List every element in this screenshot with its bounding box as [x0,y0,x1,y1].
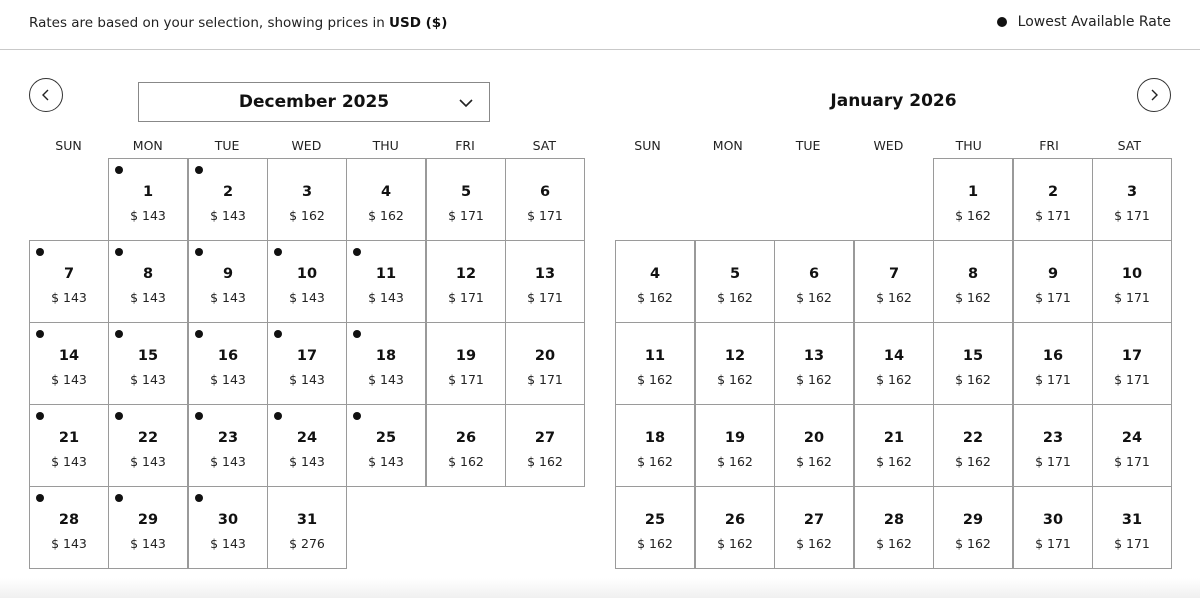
day-price: $ 171 [448,208,484,223]
day-number: 19 [724,430,746,446]
day-number: 5 [729,266,741,282]
day-number: 17 [1121,348,1143,364]
day-number: 9 [222,266,234,282]
day-price: $ 162 [876,536,912,551]
day-price: $ 171 [448,372,484,387]
day-number: 16 [217,348,239,364]
weekday-label: FRI [455,138,475,153]
day-price: $ 143 [130,536,166,551]
lowest-rate-dot-icon [353,412,361,420]
day-number: 22 [137,430,159,446]
day-number: 9 [1047,266,1059,282]
calendar-day-cell[interactable] [1092,240,1172,323]
weekday-label: SUN [634,138,661,153]
weekday-label: SAT [1117,138,1141,153]
weekday-label: SUN [55,138,82,153]
day-number: 3 [1126,184,1138,200]
calendar-day-cell[interactable] [505,322,585,405]
day-price: $ 162 [717,372,753,387]
day-number: 16 [1042,348,1064,364]
day-price: $ 162 [368,208,404,223]
day-number: 8 [142,266,154,282]
day-price: $ 162 [955,536,991,551]
day-number: 6 [808,266,820,282]
day-price: $ 143 [51,372,87,387]
calendar-day-cell[interactable] [267,158,347,241]
calendar-day-cell[interactable] [29,240,109,323]
day-number: 28 [58,512,80,528]
day-number: 11 [644,348,666,364]
calendar-day-cell[interactable] [774,404,854,487]
day-number: 20 [534,348,556,364]
calendar-day-cell[interactable] [188,240,268,323]
lowest-rate-dot-icon [274,330,282,338]
calendar-day-cell[interactable] [695,322,775,405]
day-number: 25 [375,430,397,446]
day-price: $ 162 [717,536,753,551]
day-number: 10 [1121,266,1143,282]
month-dropdown[interactable] [138,82,490,122]
day-number: 6 [539,184,551,200]
weekday-label: MON [712,138,743,153]
day-price: $ 171 [1035,372,1071,387]
day-number: 21 [883,430,905,446]
calendar-day-cell[interactable] [108,486,188,569]
lowest-rate-dot-icon [353,330,361,338]
day-price: $ 171 [1035,536,1071,551]
calendar-day-cell[interactable] [615,322,695,405]
calendar-day-cell[interactable] [933,486,1013,569]
calendar-day-cell[interactable] [29,404,109,487]
chevron-left-icon [40,89,52,101]
day-number: 29 [137,512,159,528]
day-number: 22 [962,430,984,446]
lowest-rate-dot-icon [274,248,282,256]
calendar-day-cell[interactable] [774,486,854,569]
weekday-label: THU [372,138,399,153]
calendar-day-cell[interactable] [615,486,695,569]
day-price: $ 143 [130,290,166,305]
day-number: 20 [803,430,825,446]
day-price: $ 162 [955,372,991,387]
calendar-day-cell[interactable] [346,240,426,323]
calendar-day-cell[interactable] [1092,322,1172,405]
lowest-rate-dot-icon [195,494,203,502]
calendar-day-cell[interactable] [505,158,585,241]
chevron-right-icon [1148,89,1160,101]
day-number: 31 [296,512,318,528]
day-price: $ 143 [368,290,404,305]
day-price: $ 171 [1114,290,1150,305]
day-number: 30 [217,512,239,528]
day-number: 26 [455,430,477,446]
day-number: 14 [58,348,80,364]
day-number: 2 [1047,184,1059,200]
day-price: $ 162 [637,290,673,305]
lowest-rate-dot-icon [36,412,44,420]
calendar-day-cell[interactable] [933,240,1013,323]
weekday-label: MON [132,138,163,153]
day-number: 19 [455,348,477,364]
lowest-rate-dot-icon [115,330,123,338]
day-price: $ 162 [955,454,991,469]
rate-legend [997,14,1171,30]
day-price: $ 171 [1114,454,1150,469]
day-number: 12 [455,266,477,282]
day-price: $ 171 [1035,290,1071,305]
day-price: $ 162 [717,454,753,469]
day-number: 21 [58,430,80,446]
calendar-day-cell[interactable] [1092,486,1172,569]
day-price: $ 276 [289,536,325,551]
day-price: $ 143 [130,454,166,469]
calendar-day-cell[interactable] [108,240,188,323]
lowest-rate-dot-icon [115,412,123,420]
lowest-rate-dot-icon [353,248,361,256]
weekday-label: TUE [795,138,821,153]
weekday-label: TUE [214,138,240,153]
day-number: 26 [724,512,746,528]
day-number: 14 [883,348,905,364]
calendar-day-cell[interactable] [1013,158,1093,241]
day-number: 24 [296,430,318,446]
calendar-day-cell[interactable] [1013,404,1093,487]
day-price: $ 143 [289,290,325,305]
day-number: 30 [1042,512,1064,528]
calendar-day-cell[interactable] [346,404,426,487]
calendar-day-cell[interactable] [695,404,775,487]
day-price: $ 162 [876,372,912,387]
day-price: $ 171 [527,372,563,387]
calendar-day-cell[interactable] [188,486,268,569]
day-price: $ 171 [1114,536,1150,551]
day-price: $ 143 [130,208,166,223]
day-price: $ 171 [527,290,563,305]
calendar-day-cell[interactable] [1013,240,1093,323]
lowest-rate-dot-icon [36,330,44,338]
day-number: 24 [1121,430,1143,446]
day-number: 29 [962,512,984,528]
day-price: $ 143 [368,454,404,469]
lowest-rate-dot-icon [195,166,203,174]
day-price: $ 162 [955,290,991,305]
lowest-rate-dot-icon [195,412,203,420]
calendar-day-cell[interactable] [1092,158,1172,241]
lowest-rate-dot-icon [115,494,123,502]
day-price: $ 162 [637,454,673,469]
calendar-day-cell[interactable] [854,486,934,569]
day-number: 18 [375,348,397,364]
calendar-day-cell[interactable] [426,158,506,241]
day-price: $ 143 [51,454,87,469]
day-price: $ 143 [210,372,246,387]
currency-note [29,15,447,31]
calendar-day-cell[interactable] [188,158,268,241]
day-number: 28 [883,512,905,528]
day-number: 4 [380,184,392,200]
second-month-title: January 2026 [830,91,957,111]
day-number: 7 [63,266,75,282]
calendar-day-cell[interactable] [267,240,347,323]
day-number: 15 [137,348,159,364]
day-price: $ 171 [1114,372,1150,387]
day-price: $ 171 [1035,454,1071,469]
calendar-day-cell[interactable] [188,404,268,487]
lowest-rate-dot-icon [115,166,123,174]
calendar-day-cell[interactable] [108,158,188,241]
day-price: $ 162 [955,208,991,223]
weekday-label: WED [291,138,322,153]
calendar-day-cell[interactable] [854,322,934,405]
calendar-day-cell[interactable] [695,486,775,569]
calendar-day-cell[interactable] [108,404,188,487]
day-number: 27 [534,430,556,446]
day-price: $ 143 [210,454,246,469]
calendar-day-cell[interactable] [346,158,426,241]
day-number: 25 [644,512,666,528]
day-price: $ 162 [527,454,563,469]
day-number: 2 [222,184,234,200]
day-price: $ 143 [368,372,404,387]
calendar-day-cell[interactable] [854,404,934,487]
day-number: 7 [888,266,900,282]
day-number: 23 [1042,430,1064,446]
lowest-rate-dot-icon [115,248,123,256]
day-number: 1 [142,184,154,200]
calendar-day-cell[interactable] [774,240,854,323]
calendar-day-cell[interactable] [1013,486,1093,569]
rates-header-bar [0,0,1200,50]
calendar-day-cell[interactable] [933,158,1013,241]
day-number: 12 [724,348,746,364]
lowest-rate-dot-icon [36,248,44,256]
calendar-day-cell[interactable] [267,322,347,405]
day-price: $ 143 [289,454,325,469]
day-number: 13 [534,266,556,282]
calendar-day-cell[interactable] [346,322,426,405]
calendar-day-cell[interactable] [695,240,775,323]
day-price: $ 162 [637,536,673,551]
day-price: $ 162 [448,454,484,469]
day-number: 17 [296,348,318,364]
day-price: $ 162 [796,536,832,551]
next-month-button[interactable] [1137,78,1171,112]
day-number: 13 [803,348,825,364]
day-price: $ 171 [1035,208,1071,223]
day-price: $ 162 [796,290,832,305]
day-price: $ 171 [527,208,563,223]
day-price: $ 143 [130,372,166,387]
calendar-day-cell[interactable] [505,240,585,323]
chevron-down-icon [459,98,473,108]
day-price: $ 143 [210,536,246,551]
day-number: 8 [967,266,979,282]
day-number: 18 [644,430,666,446]
calendar-day-cell[interactable] [615,404,695,487]
calendar-day-cell[interactable] [615,240,695,323]
day-price: $ 162 [717,290,753,305]
day-number: 4 [649,266,661,282]
day-price: $ 143 [51,290,87,305]
day-price: $ 171 [448,290,484,305]
day-number: 11 [375,266,397,282]
day-number: 5 [460,184,472,200]
calendar-day-cell[interactable] [108,322,188,405]
previous-month-button[interactable] [29,78,63,112]
calendar-day-cell[interactable] [774,322,854,405]
calendar-day-cell[interactable] [426,240,506,323]
day-price: $ 162 [876,290,912,305]
lowest-rate-dot-icon [274,412,282,420]
day-number: 3 [301,184,313,200]
currency-code: USD ($) [389,15,448,31]
calendar-day-cell[interactable] [267,404,347,487]
calendar-day-cell[interactable] [933,404,1013,487]
bottom-edge [0,578,1200,598]
calendar-day-cell[interactable] [933,322,1013,405]
day-number: 31 [1121,512,1143,528]
day-price: $ 143 [289,372,325,387]
lowest-rate-dot-icon [997,17,1007,27]
calendar-day-cell[interactable] [29,486,109,569]
calendar-day-cell[interactable] [29,322,109,405]
calendar-day-cell[interactable] [188,322,268,405]
calendar-day-cell[interactable] [267,486,347,569]
weekday-label: THU [955,138,982,153]
day-price: $ 162 [637,372,673,387]
day-price: $ 162 [289,208,325,223]
day-price: $ 162 [796,454,832,469]
legend-label: Lowest Available Rate [1017,14,1171,30]
day-number: 27 [803,512,825,528]
lowest-rate-dot-icon [36,494,44,502]
calendar-day-cell[interactable] [426,322,506,405]
day-price: $ 143 [210,290,246,305]
calendar-day-cell[interactable] [1013,322,1093,405]
month-dropdown-value: December 2025 [238,92,390,112]
currency-note-text: Rates are based on your selection, showing prices in [29,15,390,31]
day-number: 1 [967,184,979,200]
weekday-label: WED [873,138,904,153]
day-price: $ 143 [51,536,87,551]
day-price: $ 143 [210,208,246,223]
calendar-day-cell[interactable] [854,240,934,323]
weekday-label: SAT [532,138,556,153]
lowest-rate-dot-icon [195,248,203,256]
day-number: 15 [962,348,984,364]
calendar-day-cell[interactable] [426,404,506,487]
calendar-day-cell[interactable] [1092,404,1172,487]
day-price: $ 162 [876,454,912,469]
calendar-day-cell[interactable] [505,404,585,487]
day-number: 23 [217,430,239,446]
day-number: 10 [296,266,318,282]
day-price: $ 162 [796,372,832,387]
weekday-label: FRI [1039,138,1059,153]
day-price: $ 171 [1114,208,1150,223]
lowest-rate-dot-icon [195,330,203,338]
